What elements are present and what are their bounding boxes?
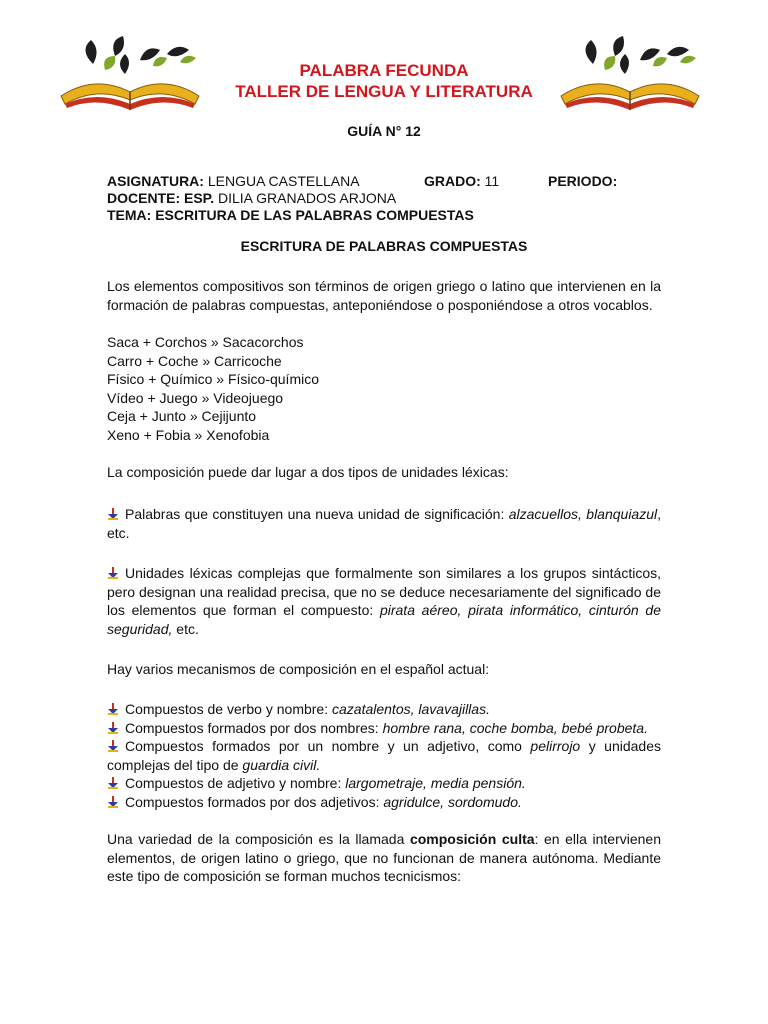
mechanism-examples: cazatalentos, lavavajillas. xyxy=(332,701,490,717)
arrow-bullet-icon xyxy=(107,703,119,715)
unit-2-text: Unidades léxicas complejas que formalmente son similares a los grupos sintácticos, pero designan una realidad precisa, que no se deduce necesariamente del significado de los elementos que forman el compuesto: xyxy=(107,565,661,618)
grado-value: 11 xyxy=(484,173,500,189)
docente-label: DOCENTE: ESP. xyxy=(107,190,215,206)
mechanism-item xyxy=(107,700,661,719)
example-item: Xeno + Fobia » Xenofobia xyxy=(107,426,270,443)
example-item: Vídeo + Juego » Videojuego xyxy=(107,389,284,406)
arrow-bullet-icon xyxy=(107,567,119,579)
periodo-line xyxy=(548,172,617,190)
arrow-bullet-icon xyxy=(107,508,119,520)
unit-1-examples: alzacuellos, blanquiazul xyxy=(508,506,658,522)
mechanism-text: Compuestos de verbo y nombre: xyxy=(125,701,332,717)
mechanism-examples: largometraje, media pensión. xyxy=(345,775,526,791)
mechanism-item xyxy=(107,793,661,812)
mechanism-item xyxy=(107,737,661,774)
culta-term: composición culta xyxy=(409,831,535,847)
mechanism-item xyxy=(107,774,661,793)
section-title-line xyxy=(0,237,768,255)
periodo-label: PERIODO: xyxy=(548,173,618,189)
grado-line xyxy=(424,172,499,190)
arrow-bullet-icon xyxy=(107,740,119,752)
mechanism-examples-2: guardia civil. xyxy=(242,756,321,773)
tema-line xyxy=(107,206,474,224)
guia-number: GUÍA N° 12 xyxy=(347,123,421,139)
section-title: ESCRITURA DE PALABRAS COMPUESTAS xyxy=(240,238,528,254)
mechanism-examples: agridulce, sordomudo. xyxy=(383,793,522,810)
mechanisms-intro: Hay varios mecanismos de composición en el español actual: xyxy=(107,661,490,677)
mechanisms-list xyxy=(107,700,661,811)
asignatura-line xyxy=(107,172,360,190)
unit-2-examples: pirata aéreo, pirata informático, cinturón de seguridad, xyxy=(107,602,661,637)
unit-1-paragraph xyxy=(107,505,661,542)
unit-2-end: etc. xyxy=(172,620,199,637)
title-palabra-fecunda: PALABRA FECUNDA xyxy=(299,61,469,80)
unit-2-paragraph xyxy=(107,564,661,638)
example-item: Ceja + Junto » Cejijunto xyxy=(107,408,257,424)
arrow-bullet-icon xyxy=(107,722,119,734)
docente-value: DILIA GRANADOS ARJONA xyxy=(218,190,397,206)
mechanism-item xyxy=(107,719,661,738)
culta-paragraph xyxy=(107,830,661,886)
arrow-bullet-icon xyxy=(107,796,119,808)
tema-text: TEMA: ESCRITURA DE LAS PALABRAS COMPUESTAS xyxy=(107,207,474,223)
culta-after: : en ella intervienen elementos, de origen latino o griego, que no funcionan de manera autónoma. Mediante este tipo de composición se forman muchos tecnicismos: xyxy=(107,831,661,884)
arrow-bullet-icon xyxy=(107,777,119,789)
example-item: Saca + Corchos » Sacacorchos xyxy=(107,334,304,350)
mechanism-end: y unidades complejas del tipo de xyxy=(107,738,662,773)
unit-1-text: Palabras que constituyen una nueva unidad de significación: xyxy=(125,506,509,522)
title-taller: TALLER DE LENGUA Y LITERATURA xyxy=(235,82,533,101)
mechanism-text: Compuestos formados por un nombre y un adjetivo, como xyxy=(125,738,531,754)
example-item: Físico + Químico » Físico-químico xyxy=(107,371,320,387)
asignatura-value: LENGUA CASTELLANA xyxy=(207,173,360,189)
culta-before: Una variedad de la composición es la llamada xyxy=(107,831,410,847)
docente-line xyxy=(107,189,396,207)
grado-label: GRADO: xyxy=(424,173,481,189)
mechanism-examples: hombre rana, coche bomba, bebé probeta. xyxy=(382,719,648,736)
mechanism-text: Compuestos formados por dos adjetivos: xyxy=(125,793,384,810)
header-titles xyxy=(0,60,768,102)
asignatura-label: ASIGNATURA: xyxy=(107,173,204,189)
example-item: Carro + Coche » Carricoche xyxy=(107,352,282,369)
mechanism-text: Compuestos formados por dos nombres: xyxy=(125,719,383,736)
units-intro: La composición puede dar lugar a dos tipos de unidades léxicas: xyxy=(107,464,509,480)
mechanism-text: Compuestos de adjetivo y nombre: xyxy=(125,775,346,791)
unit-1-end: , etc. xyxy=(107,506,662,541)
intro-paragraph: Los elementos compositivos son términos de origen griego o latino que intervienen en la formación de palabras compuestas, anteponiéndose o posponiéndose a otros vocablos. xyxy=(107,278,661,313)
examples-list xyxy=(107,333,661,444)
mechanism-examples: pelirrojo xyxy=(530,738,581,754)
